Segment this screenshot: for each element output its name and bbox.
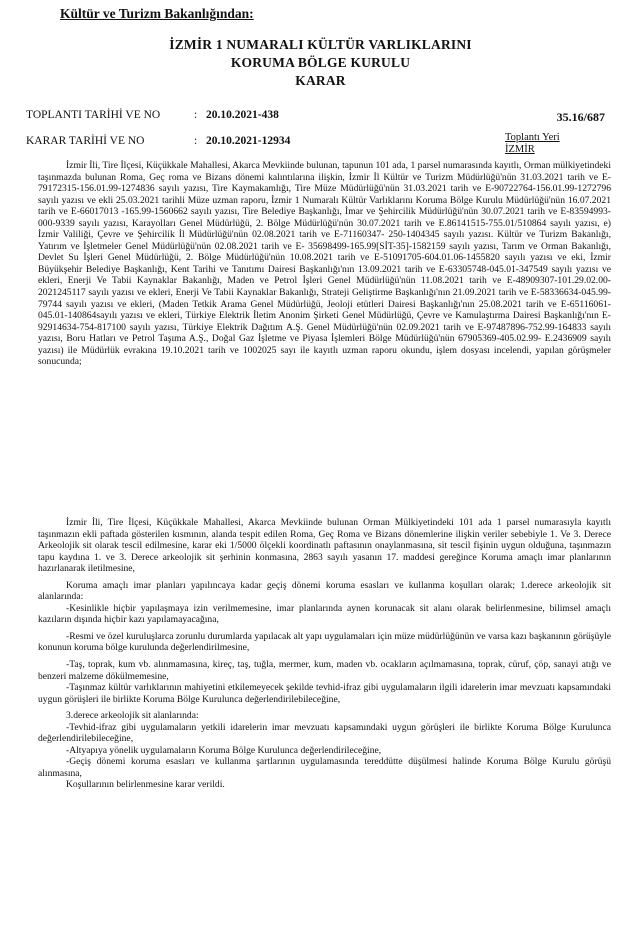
rule-no-construction: -Kesinlikle hiçbir yapılaşmaya izin verilmemesine, imar planlarında aynen korunacak sit alanı olarak belirlenmesine, bilimsel amaçlı kazıların dışında hiçbir kazı yapılamayacağına, xyxy=(38,602,611,626)
meeting-place-label: Toplantı Yeri xyxy=(505,132,560,143)
decision-body-intro xyxy=(38,160,611,368)
reference-number: 35.16/687 xyxy=(556,110,605,124)
issuing-ministry: Kültür ve Turizm Bakanlığından: xyxy=(60,6,254,21)
decision-date-row xyxy=(26,135,290,147)
paragraph-intro: İzmir İli, Tire İlçesi, Küçükkale Mahallesi, Akarca Mevkiinde bulunan, tapunun 101 ada, 1 parsel numarasında kayıtlı, Orman mülkiyetindeki taşınmazda bulunan Roma, Geç roma ve Bizans dönemi kalıntılarına ilişkin, İzmir İl Kültür ve Turizm Müdürlüğü'nün 31.03.2021 tarih ve E-79172315-156.01.99-1274836 sayılı yazısı, Tire Kaymakamlığı, Tire Müze Müdürlüğü'nün 31.03.2021 tarih ve E-90722764-156.01.99-1272796 sayılı yazısı ve ekli 25.03.2021 tarihli Müze uzman raporu, İzmir 1 Numaralı Kültür Varlıklarını Koruma Bölge Kurulu Müdürlüğü'nün 16.07.2021 tarih ve E-66017013 -165.99-1560662 sayılı yazısı, Tire Belediye Başkanlığı, İmar ve Şehircilik Müdürlüğü'nün 30.07.2021 tarih ve E-83594993-000-9339 sayılı yazısı, Karayolları Genel Müdürlüğü, 2. Bölge Müdürlüğü'nün 30.07.2021 tarih ve E.86141515-755.01/510864 sayılı yazısı, e) İzmir Valiliği, Çevre ve Şehircilik İl Müdürlüğü'nün 02.08.2021 tarih ve E-71160347- 250-1404345 sayılı yazısı. Kültür ve Turizm Bakanlığı, Yatırım ve İşletmeler Genel Müdürlüğü'nün 02.08.2021 tarih ve E- 35698499-165.99[SİT-35]-1582159 sayılı yazısı, Tarım ve Orman Bakanlığı, Devlet Su İşleri Genel Müdürlüğü, 2. Bölge Müdürlüğü'nün 10.08.2021 tarih ve E-51091705-604.01.06-1455820 sayılı yazısı ve eki, İzmir Büyükşehir Belediye Başkanlığı, Kent Tarihi ve Tanıtımı Dairesi Başkanlığı'nın 13.09.2021 tarih ve E-63305748-045.01-347549 sayılı yazısı ve ekleri, Enerji Ve Tabii Kaynaklar Bakanlığı, Maden ve Petrol İşleri Genel Müdürlüğü'nün 11.08.2021 tarih ve E-48909307-101.29.02.00-2021245117 sayılı yazısı ve ekleri, Enerji Ve Tabii Kaynaklar Bakanlığı, Strateji Geliştirme Başkanlığı'nın 21.09.2021 tarih ve E-58336634-045.99-79744 sayılı yazısı ve ekleri, (Maden Tetkik Arama Genel Müdürlüğü, Jeoloji etütleri Dairesi Başkanlığı'nın 25.08.2021 tarih ve E-65116061-045.01-140864sayılı yazısı ve ekleri, Türkiye Elektrik İletim Anonim Şirketi Genel Müdürlüğü, Çevre ve Kamulaştırma Dairesi Başkanlığı'nın E-92914634-754-817100 sayılı yazısı, Türkiye Elektrik Dağıtım A.Ş. Genel Müdürlüğü'nün 02.09.2021 tarih ve E-97487896-752.99-164833 sayılı yazısı, Boru Hatları ve Petrol Taşıma A.Ş., Doğal Gaz İşletme ve Piyasa İşlemleri Bölge Müdürlüğü'nün 67905369-405.02.99- E.2436909 sayılı yazısı) ile Müdürlük evrakına 19.10.2021 tarih ve 1002025 sayı ile kayıtlı uzman raporu okundu, işlem dosyası incelendi, yapılan görüşmeler sonucunda; xyxy=(38,160,611,368)
document-title xyxy=(0,36,641,90)
paragraph-decision: İzmir İli, Tire İlçesi, Küçükkale Mahallesi, Akarca Mevkiinde bulunan Orman Mülkiyetindeki 101 ada 1 parsel numarasıyla kayıtlı taşınmazın ekli paftada gösterilen kısmının, alanda tespit edilen Roma, Geç Roma ve Bizans dönemlerine ilişkin veriler sebebiyle 1. Ve 3. Derece Arkeolojik sit olarak tescil edilmesine, karar eki 1/5000 ölçekli koordinatlı paftasının onaylanmasına, sit tescil fişinin uygun olduğuna, taşınmazın tapu kaydına 1. ve 3. Derece arkeolojik sit şerhinin konmasına, 2863 sayılı yasanın 17. maddesi gereğince Koruma amaçlı imar planlarının hazırlanarak iletilmesine, xyxy=(38,517,611,575)
rule-third-infrastructure: -Altyapıya yönelik uygulamaların Koruma Bölge Kurulunca değerlendirileceğine, xyxy=(66,744,382,756)
closing-statement: Koşullarının belirlenmesine karar verildi. xyxy=(66,779,225,791)
meeting-date-value: 20.10.2021-438 xyxy=(206,109,279,121)
decision-body xyxy=(38,517,611,791)
rule-infrastructure: -Resmi ve özel kuruluşlarca zorunlu durumlarda yapılacak alt yapı uygulamaları için müze müdürlüğünün ve varsa kazı başkanının görüşüyle konunun koruma bölge kurulunda değerlendirilmesine, xyxy=(38,630,611,654)
meeting-place-value: İZMİR xyxy=(505,144,535,155)
section-third-degree: 3.derece arkeolojik sit alanlarında: xyxy=(66,710,199,722)
rule-third-merge-split: -Tevhid-ifraz gibi uygulamaların yetkili idarelerin imar mevzuatı kapsamındaki uygun görüşleri ile birlikte Koruma Bölge Kurulunca değerlendirilebileceğine, xyxy=(38,721,611,745)
meeting-date-label: TOPLANTI TARİHİ VE NO xyxy=(26,109,161,121)
title-line-2: KORUMA BÖLGE KURULU xyxy=(230,55,411,70)
meeting-date-row xyxy=(26,109,279,121)
paragraph-conditions: Koruma amaçlı imar planları yapılıncaya kadar geçiş dönemi koruma esasları ve kullanma koşulları olarak; 1.derece arkeolojik sit alanlarında: xyxy=(38,579,611,603)
title-line-1: İZMİR 1 NUMARALI KÜLTÜR VARLIKLARINI xyxy=(169,37,472,52)
decision-date-label: KARAR TARİHİ VE NO xyxy=(26,135,145,147)
rule-merge-split: -Taşınmaz kültür varlıklarının mahiyetini etkilemeyecek şekilde tevhid-ifraz gibi uygulamaların ilgili idarelerin imar mevzuatı kapsamındaki uygun görüşleri ile birlikte Koruma Bölge Kurulunca değerlendirilebileceğine, xyxy=(38,682,611,705)
rule-no-quarry: -Taş, toprak, kum vb. alınmamasına, kireç, taş, tuğla, mermer, kum, maden vb. ocakların açılmamasına, toprak, cüruf, çöp, sanayi atığı ve benzeri malzeme dökülmemesine, xyxy=(38,659,611,682)
decision-date-value: 20.10.2021-12934 xyxy=(206,135,291,147)
title-line-3: KARAR xyxy=(295,73,346,88)
meeting-place xyxy=(505,132,560,156)
rule-third-transition: -Geçiş dönemi koruma esasları ve kullanma şartlarının uygulamasında tereddütte düşülmesi halinde Koruma Bölge Kurulu görüşü alınmasına, xyxy=(38,756,611,779)
meeting-date-colon: : xyxy=(194,109,198,121)
decision-date-colon: : xyxy=(194,135,198,147)
